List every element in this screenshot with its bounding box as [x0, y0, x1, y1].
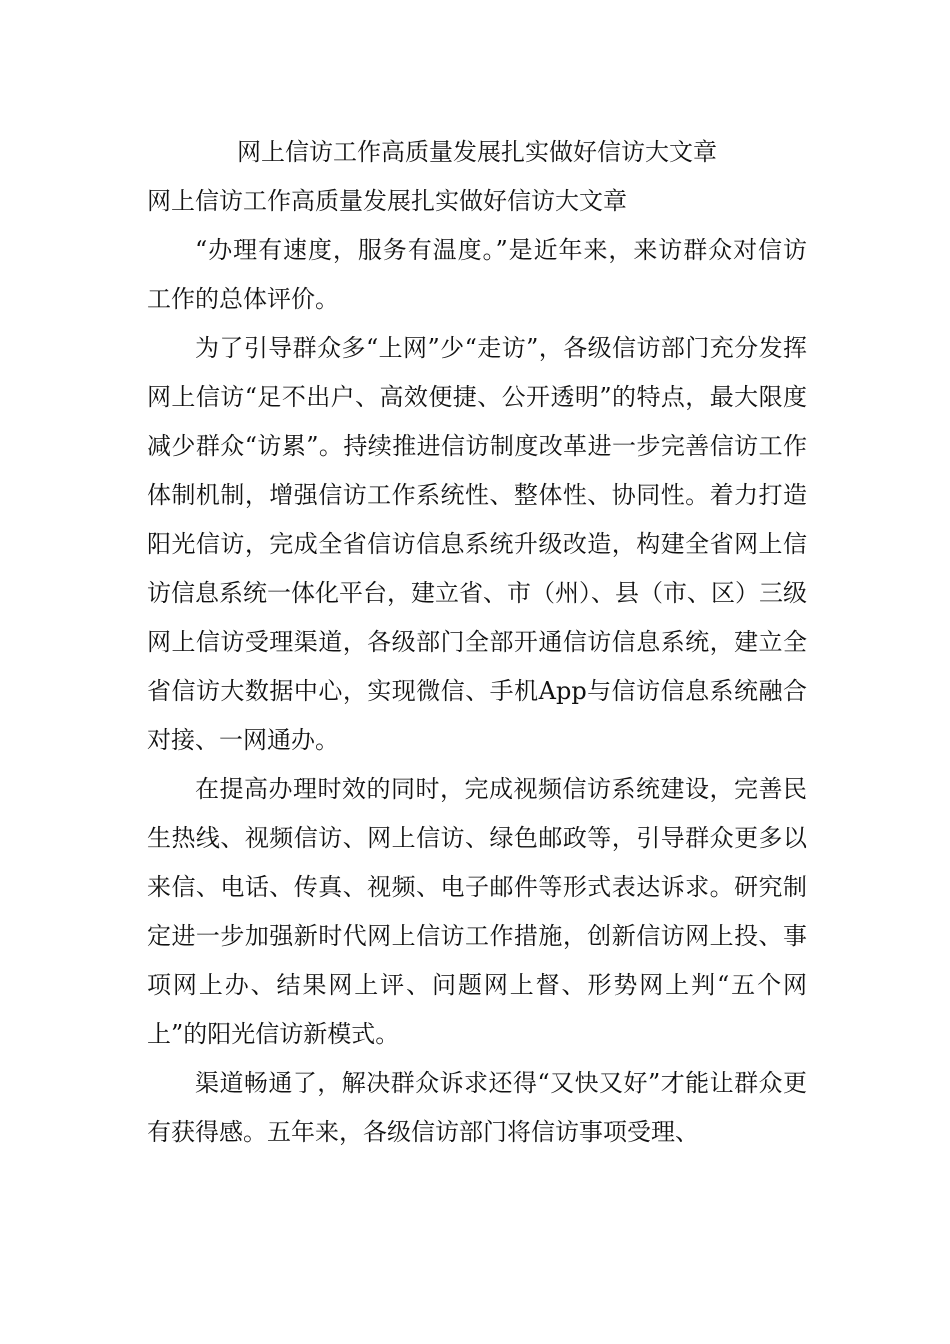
- paragraph-4: 渠道畅通了，解决群众诉求还得“又快又好”才能让群众更有获得感。五年来，各级信访部门将信访事项受理、: [147, 1069, 807, 1146]
- document-title: 网上信访工作高质量发展扎实做好信访大文章: [237, 138, 717, 166]
- paragraph-1: “办理有速度，服务有温度。”是近年来，来访群众对信访工作的总体评价。: [147, 236, 807, 313]
- paragraph-3: 在提高办理时效的同时，完成视频信访系统建设，完善民生热线、视频信访、网上信访、绿色邮政等，引导群众更多以来信、电话、传真、视频、电子邮件等形式表达诉求。研究制定进一步加强新时代网上信访工作措施，创新信访网上投、事项网上办、结果网上评、问题网上督、形势网上判“五个网上”的阳光信访新模式。: [147, 775, 807, 1048]
- document-body: [147, 128, 807, 1157]
- paragraph-2: 为了引导群众多“上网”少“走访”，各级信访部门充分发挥网上信访“足不出户、高效便捷、公开透明”的特点，最大限度减少群众“访累”。持续推进信访制度改革进一步完善信访工作体制机制，增强信访工作系统性、整体性、协同性。着力打造阳光信访，完成全省信访信息系统升级改造，构建全省网上信访信息系统一体化平台，建立省、市（州）、县（市、区）三级网上信访受理渠道，各级部门全部开通信访信息系统，建立全省信访大数据中心，实现微信、手机App与信访信息系统融合对接、一网通办。: [147, 334, 807, 754]
- document-subtitle: 网上信访工作高质量发展扎实做好信访大文章: [147, 187, 627, 215]
